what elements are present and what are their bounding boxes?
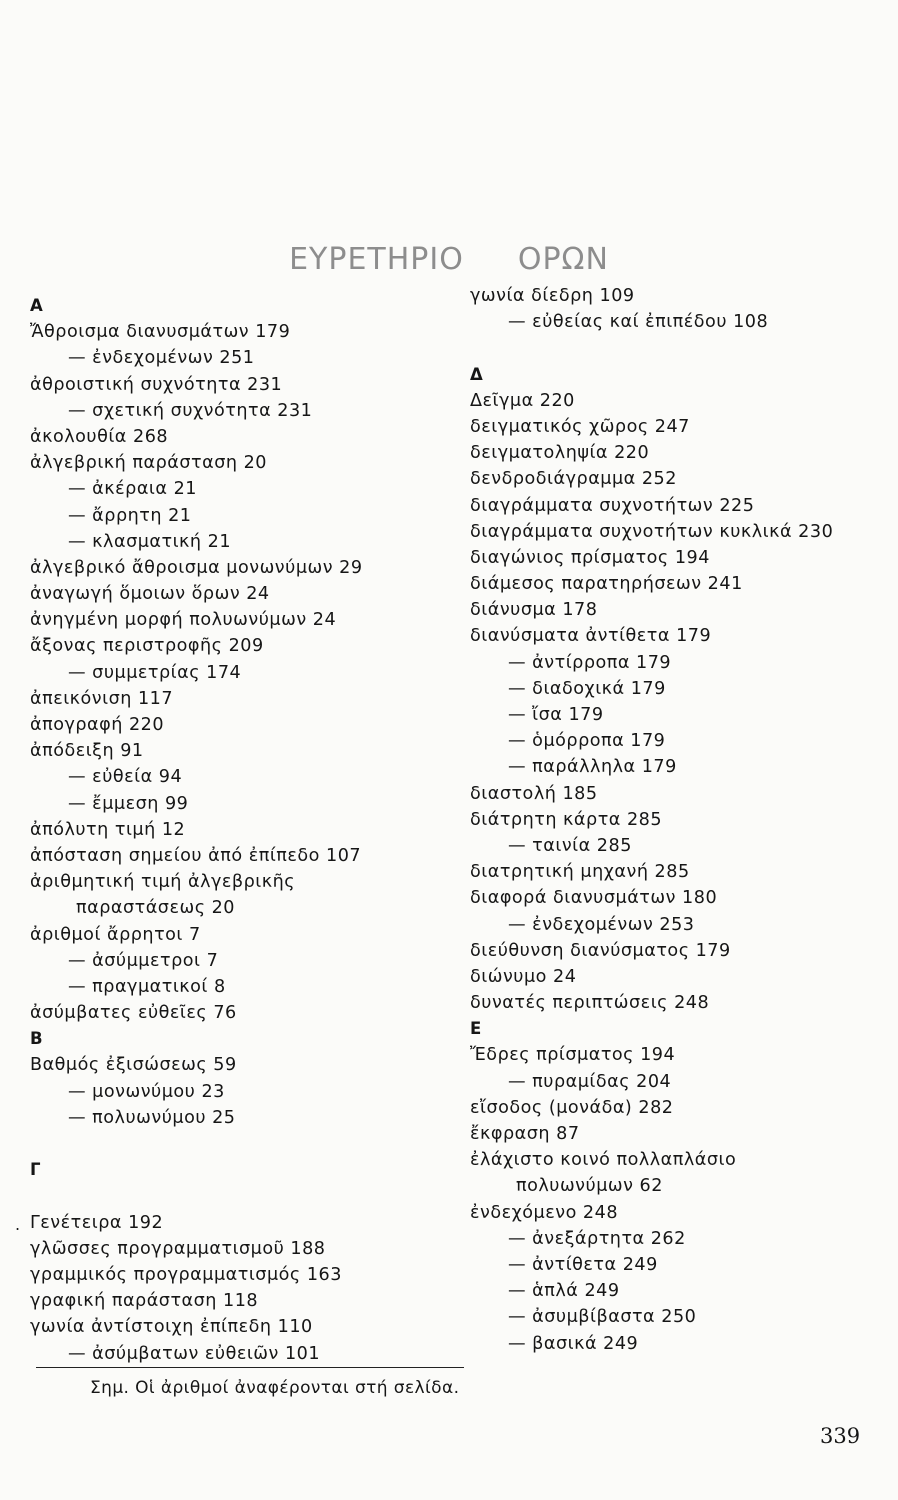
index-entry: γραμμικός προγραμματισμός 163 [30,1264,342,1285]
index-entry: ἀπόδειξη 91 [30,741,144,762]
index-entry: διανύσματα ἀντίθετα 179 [470,626,712,647]
index-subentry: — συμμετρίας 174 [68,662,242,683]
index-subentry: — ταινία 285 [508,835,632,856]
index-entry: διεύθυνση διανύσματος 179 [470,940,731,961]
index-subentry: — παράλληλα 179 [508,757,677,778]
spacer [30,1131,450,1157]
index-entry: διαστολή 185 [470,783,598,804]
section-letter: Α [30,296,44,315]
index-entry: ἀναγωγή ὅμοιων ὅρων 24 [30,584,270,605]
index-subentry: — ἀσυμβίβαστα 250 [508,1307,697,1328]
index-entry: ἄξονας περιστροφῆς 209 [30,636,264,657]
index-entry: πολυωνύμων 62 [516,1176,663,1197]
index-entry: ἀπεικόνιση 117 [30,688,174,709]
footnote: Σημ. Οἱ ἀριθμοί ἀναφέρονται στή σελίδα. [90,1378,460,1398]
section-letter: Β [30,1029,44,1049]
index-entry: διαγράμματα συχνοτήτων 225 [470,495,755,516]
index-entry: διαγράμματα συχνοτήτων κυκλικά 230 [470,521,834,542]
index-entry: δειγματικός χῶρος 247 [470,416,690,437]
index-subentry: — κλασματική 21 [68,531,232,552]
index-subentry: — ἀντίθετα 249 [508,1254,658,1275]
index-entry: γλῶσσες προγραμματισμοῦ 188 [30,1238,326,1259]
title-word-1: ΕΥΡΕΤΗΡΙΟ [289,242,464,278]
index-entry: ἀθροιστική συχνότητα 231 [30,374,283,395]
index-subentry: — ἀσύμβατων εὐθειῶν 101 [68,1343,321,1364]
index-subentry: — ἁπλά 249 [508,1281,620,1302]
index-entry: ἀνηγμένη μορφή πολυωνύμων 24 [30,610,337,631]
index-subentry: — πυραμίδας 204 [508,1071,672,1092]
index-entry: Βαθμός ἐξισώσεως 59 [30,1055,237,1076]
index-subentry: — διαδοχικά 179 [508,678,666,699]
index-subentry: — εὐθεία 94 [68,767,183,788]
index-subentry: — μονωνύμου 23 [68,1081,225,1102]
index-entry: ἔκφραση 87 [470,1124,580,1144]
index-subentry: — ὁμόρροπα 179 [508,731,666,752]
index-entry: δειγματοληψία 220 [470,443,650,464]
section-letter: Γ [30,1160,42,1180]
index-entry: ἀριθμοί ἄρρητοι 7 [30,924,201,945]
index-entry: ἀλγεβρική παράσταση 20 [30,453,267,474]
index-entry: γραφική παράσταση 118 [30,1291,259,1312]
index-subentry: — ἄρρητη 21 [68,505,192,526]
index-entry: ἀπόσταση σημείου ἀπό ἐπίπεδο 107 [30,845,362,866]
index-entry: ἀπόλυτη τιμή 12 [30,819,186,840]
index-subentry: — πολυωνύμου 25 [68,1107,236,1128]
index-entry: ἀλγεβρικό ἄθροισμα μονωνύμων 29 [30,557,363,578]
index-entry: γωνία δίεδρη 109 [470,286,635,306]
footnote-divider [36,1367,464,1368]
bleed-through-text [70,78,75,104]
index-entry: ἀσύμβατες εὐθεῖες 76 [30,1003,237,1024]
index-entry: Ἄθροισμα διανυσμάτων 179 [30,322,291,343]
index-entry: ἐλάχιστο κοινό πολλαπλάσιο [470,1150,737,1171]
index-column-right [470,283,890,1357]
index-subentry: — εὐθείας καί ἐπιπέδου 108 [508,312,769,333]
index-subentry: — ἀσύμμετροι 7 [68,950,219,971]
index-subentry: — ἀκέραια 21 [68,479,197,500]
spacer [30,1183,450,1209]
index-subentry: — ἴσα 179 [508,705,604,725]
index-entry: ἀριθμητική τιμή ἀλγεβρικῆς [30,872,296,893]
stray-mark: . [15,1215,21,1234]
index-entry: διαγώνιος πρίσματος 194 [470,547,710,568]
index-entry: δενδροδιάγραμμα 252 [470,469,677,490]
index-subentry: — πραγματικοί 8 [68,976,226,997]
index-subentry: — βασικά 249 [508,1333,639,1354]
page-number: 339 [820,1424,861,1448]
index-entry: Γενέτειρα 192 [30,1212,164,1233]
index-entry: ἀπογραφή 220 [30,715,165,735]
index-subentry: — ἀντίρροπα 179 [508,652,672,673]
index-subentry: — ἐνδεχομένων 253 [508,914,695,935]
index-subentry: — σχετική συχνότητα 231 [68,400,313,421]
index-entry: εἴσοδος (μονάδα) 282 [470,1097,674,1118]
index-entry: διώνυμο 24 [470,966,577,987]
page-title [0,242,898,277]
index-entry: γωνία ἀντίστοιχη ἐπίπεδη 110 [30,1317,313,1338]
index-entry: παραστάσεως 20 [76,898,235,919]
index-subentry: — ἐνδεχομένων 251 [68,348,255,369]
index-entry: διάμεσος παρατηρήσεων 241 [470,574,743,595]
index-entry: διαφορά διανυσμάτων 180 [470,888,718,909]
section-letter: Ε [470,1019,482,1039]
title-word-2: ΟΡΩΝ [517,242,609,278]
index-entry: ἐνδεχόμενο 248 [470,1202,619,1223]
index-entry: διάνυσμα 178 [470,600,598,621]
index-entry: διάτρητη κάρτα 285 [470,809,663,830]
index-entry: Δεῖγμα 220 [470,390,575,411]
index-entry: δυνατές περιπτώσεις 248 [470,993,710,1014]
index-entry: Ἔδρες πρίσματος 194 [470,1045,676,1066]
index-subentry: — ἔμμεση 99 [68,793,189,814]
section-letter: Δ [470,364,484,384]
index-entry: διατρητική μηχανή 285 [470,862,690,883]
index-entry: ἀκολουθία 268 [30,426,169,447]
index-subentry: — ἀνεξάρτητα 262 [508,1228,686,1249]
spacer [470,335,890,361]
index-column-left [30,293,450,1367]
